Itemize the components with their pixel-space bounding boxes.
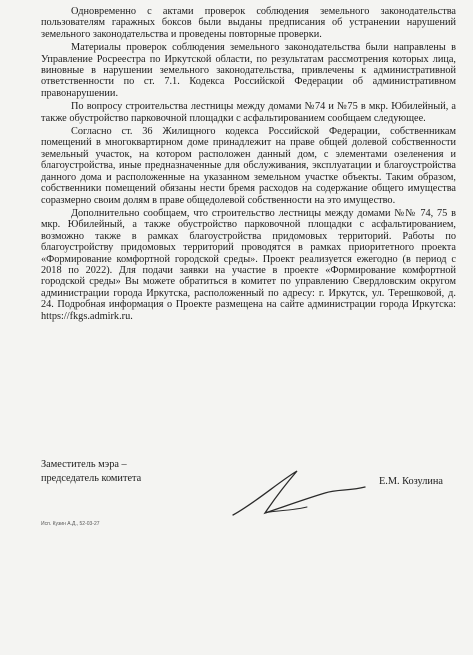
- paragraph-inspections: Одновременно с актами проверок соблюдения земельного законодательства пользователям гаражных боксов были выданы предписания об устранении нарушений земельного законодательства и проведены повторные проверки.: [41, 6, 456, 40]
- paragraph-staircase-question: По вопросу строительства лестницы между домами №74 и №75 в мкр. Юбилейный, а также обустройство парковочной площадки с асфальтированием сообщаем следующее.: [41, 101, 456, 124]
- letter-body: [41, 6, 456, 324]
- paragraph-housing-code: Согласно ст. 36 Жилищного кодекса Российской Федерации, собственникам помещений в многоквартирном доме принадлежит на праве общей долевой собственности земельный участок, на котором расположен данный дом, с элементами озеленения и благоустройства, иные предназначенные для обслуживания, эксплуатации и благоустройства данного дома и расположенные на указанном земельном участке объекты. Таким образом, собственники помещений обязаны нести бремя расходов на содержание общего имущества соразмерно своим долям в праве общедолевой собственности на это имущество.: [41, 126, 456, 206]
- signatory-title-line1: Заместитель мэра –: [41, 459, 127, 470]
- executor-note: Исп. Кузин А.Д., 52-03-27: [41, 521, 100, 527]
- signatory-title-line2: председатель комитета: [41, 473, 142, 484]
- paragraph-rosreestr: Материалы проверок соблюдения земельного законодательства были направлены в Управление Росреестра по Иркутской области, по результатам рассмотрения которых лица, виновные в нарушении земельного законодательства, привлечены к административной ответственности по ст. 7.1. Кодекса Российской Федерации об административном правонарушении.: [41, 42, 456, 99]
- handwritten-signature: [225, 463, 375, 523]
- signatory-name: Е.М. Козулина: [379, 476, 443, 487]
- paragraph-comfortable-city: Дополнительно сообщаем, что строительство лестницы между домами №№ 74, 75 в мкр. Юбилейный, а также обустройство парковочной площадки с асфальтированием, возможно также в рамках благоустройства придомовых территорий. Работы по благоустройству придомовых территорий проводятся в рамках приоритетного проекта «Формирование комфортной городской среды». Проект реализуется ежегодно (в период с 2018 по 2022). Для подачи заявки на участие в проекте «Формирование комфортной городской среды» Вы можете обратиться в комитет по управлению Свердловским округом администрации города Иркутска, расположенный по адресу: г. Иркутск, ул. Терешковой, д. 24. Подробная информация о Проекте размещена на сайте администрации города Иркутска: https://fkgs.admirk.ru.: [41, 207, 456, 322]
- signatory-title: [41, 458, 141, 486]
